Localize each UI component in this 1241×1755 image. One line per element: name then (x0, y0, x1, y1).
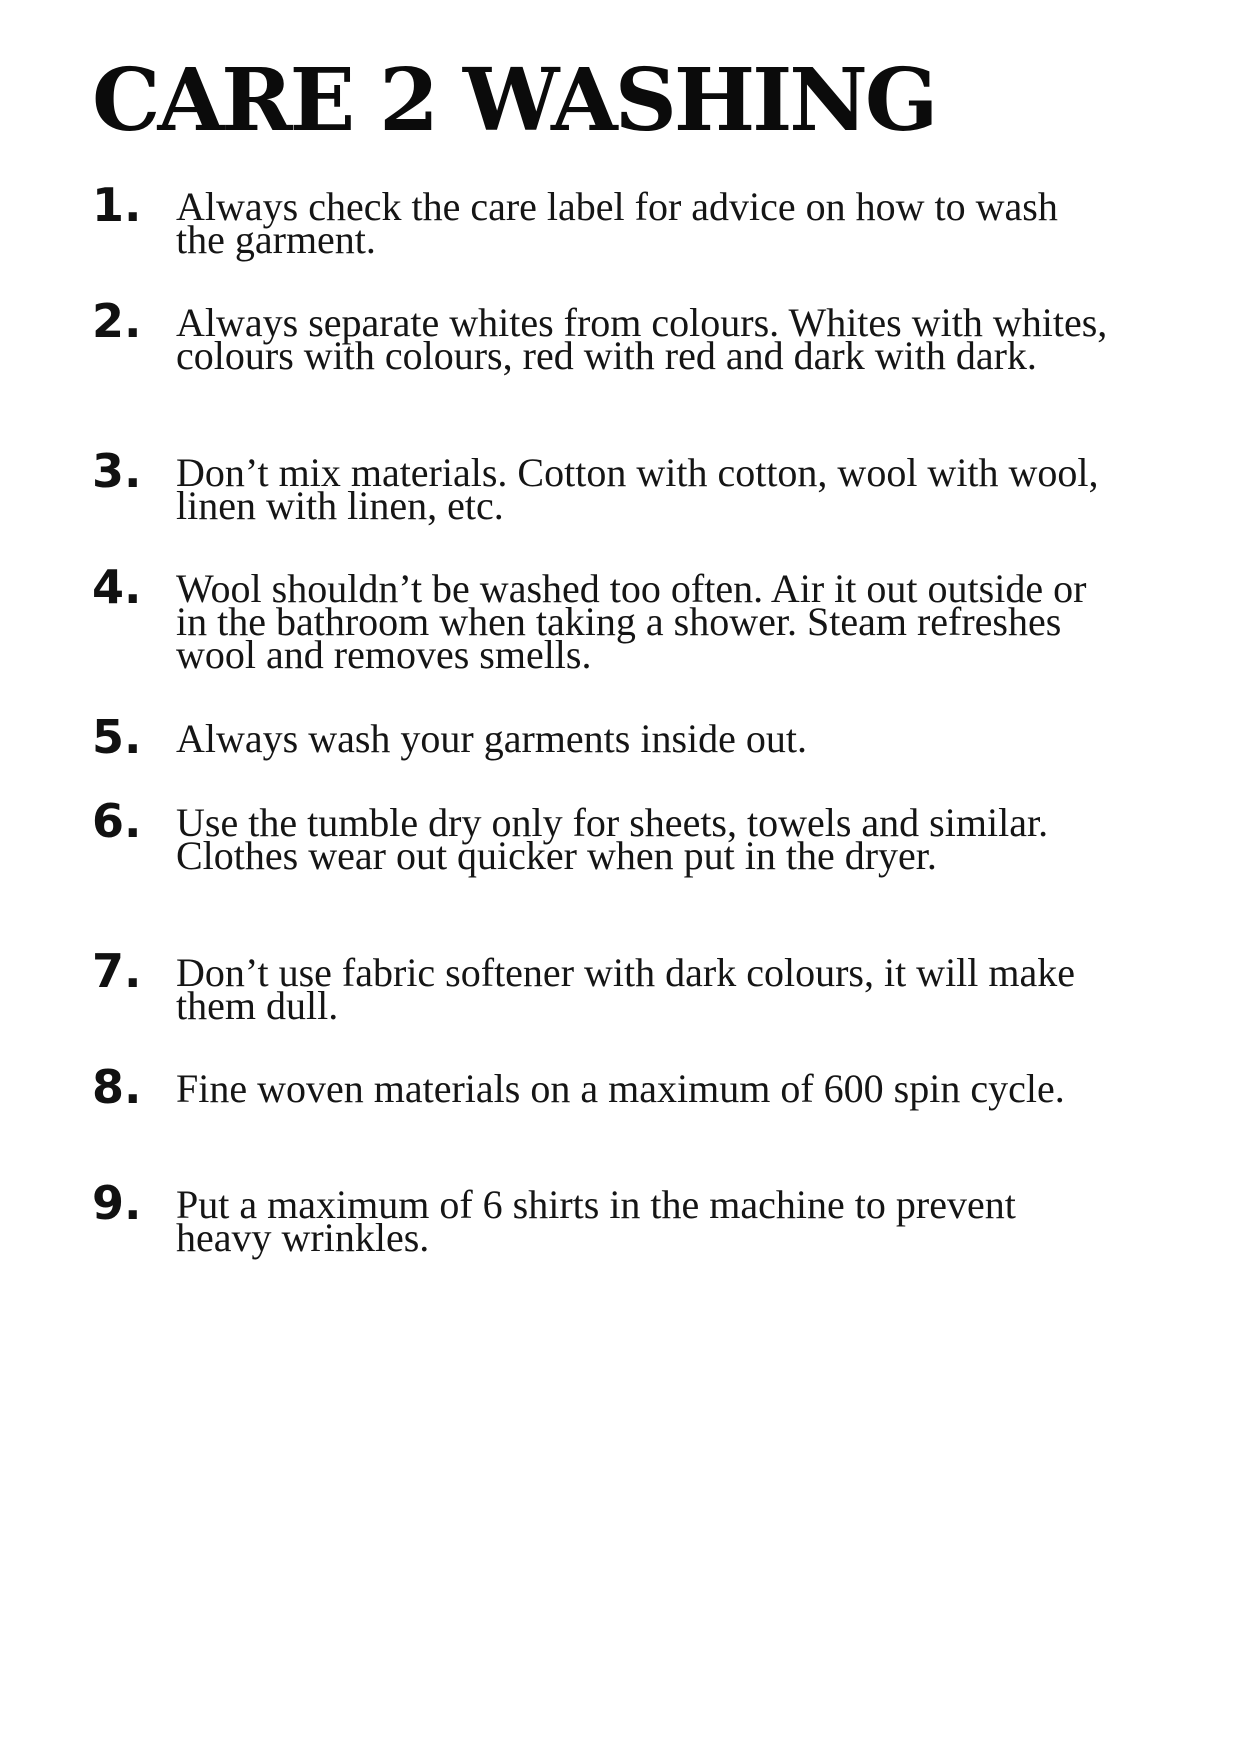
tip-number: 9. (92, 1176, 142, 1230)
tip-text: Don’t use fabric softener with dark colours, it will make them dull. (176, 950, 1076, 1028)
tip-text: Don’t mix materials. Cotton with cotton, wool with wool, linen with linen, etc. (176, 450, 1099, 528)
tip-text: Wool shouldn’t be washed too often. Air it out outside or in the bathroom when taking a shower. Steam refreshes wool and removes smells. (176, 566, 1087, 677)
tip-number: 1. (92, 178, 142, 232)
tip-number: 5. (92, 710, 142, 764)
tip-number: 4. (92, 560, 142, 614)
tip-text: Fine woven materials on a maximum of 600 spin cycle. (176, 1066, 1065, 1111)
tip-text: Put a maximum of 6 shirts in the machine to prevent heavy wrinkles. (176, 1182, 1016, 1260)
tip-number: 2. (92, 294, 142, 348)
tip-text: Always separate whites from colours. Whites with whites, colours with colours, red with red and dark with dark. (176, 300, 1108, 378)
tip-number: 8. (92, 1060, 142, 1114)
tip-text: Use the tumble dry only for sheets, towels and similar. Clothes wear out quicker when put in the dryer. (176, 800, 1049, 878)
tip-number: 7. (92, 944, 142, 998)
tip-text: Always check the care label for advice on how to wash the garment. (176, 184, 1058, 262)
tip-number: 3. (92, 444, 142, 498)
page-title: CARE 2 WASHING (92, 50, 936, 151)
tip-text: Always wash your garments inside out. (176, 716, 808, 761)
tip-number: 6. (92, 794, 142, 848)
